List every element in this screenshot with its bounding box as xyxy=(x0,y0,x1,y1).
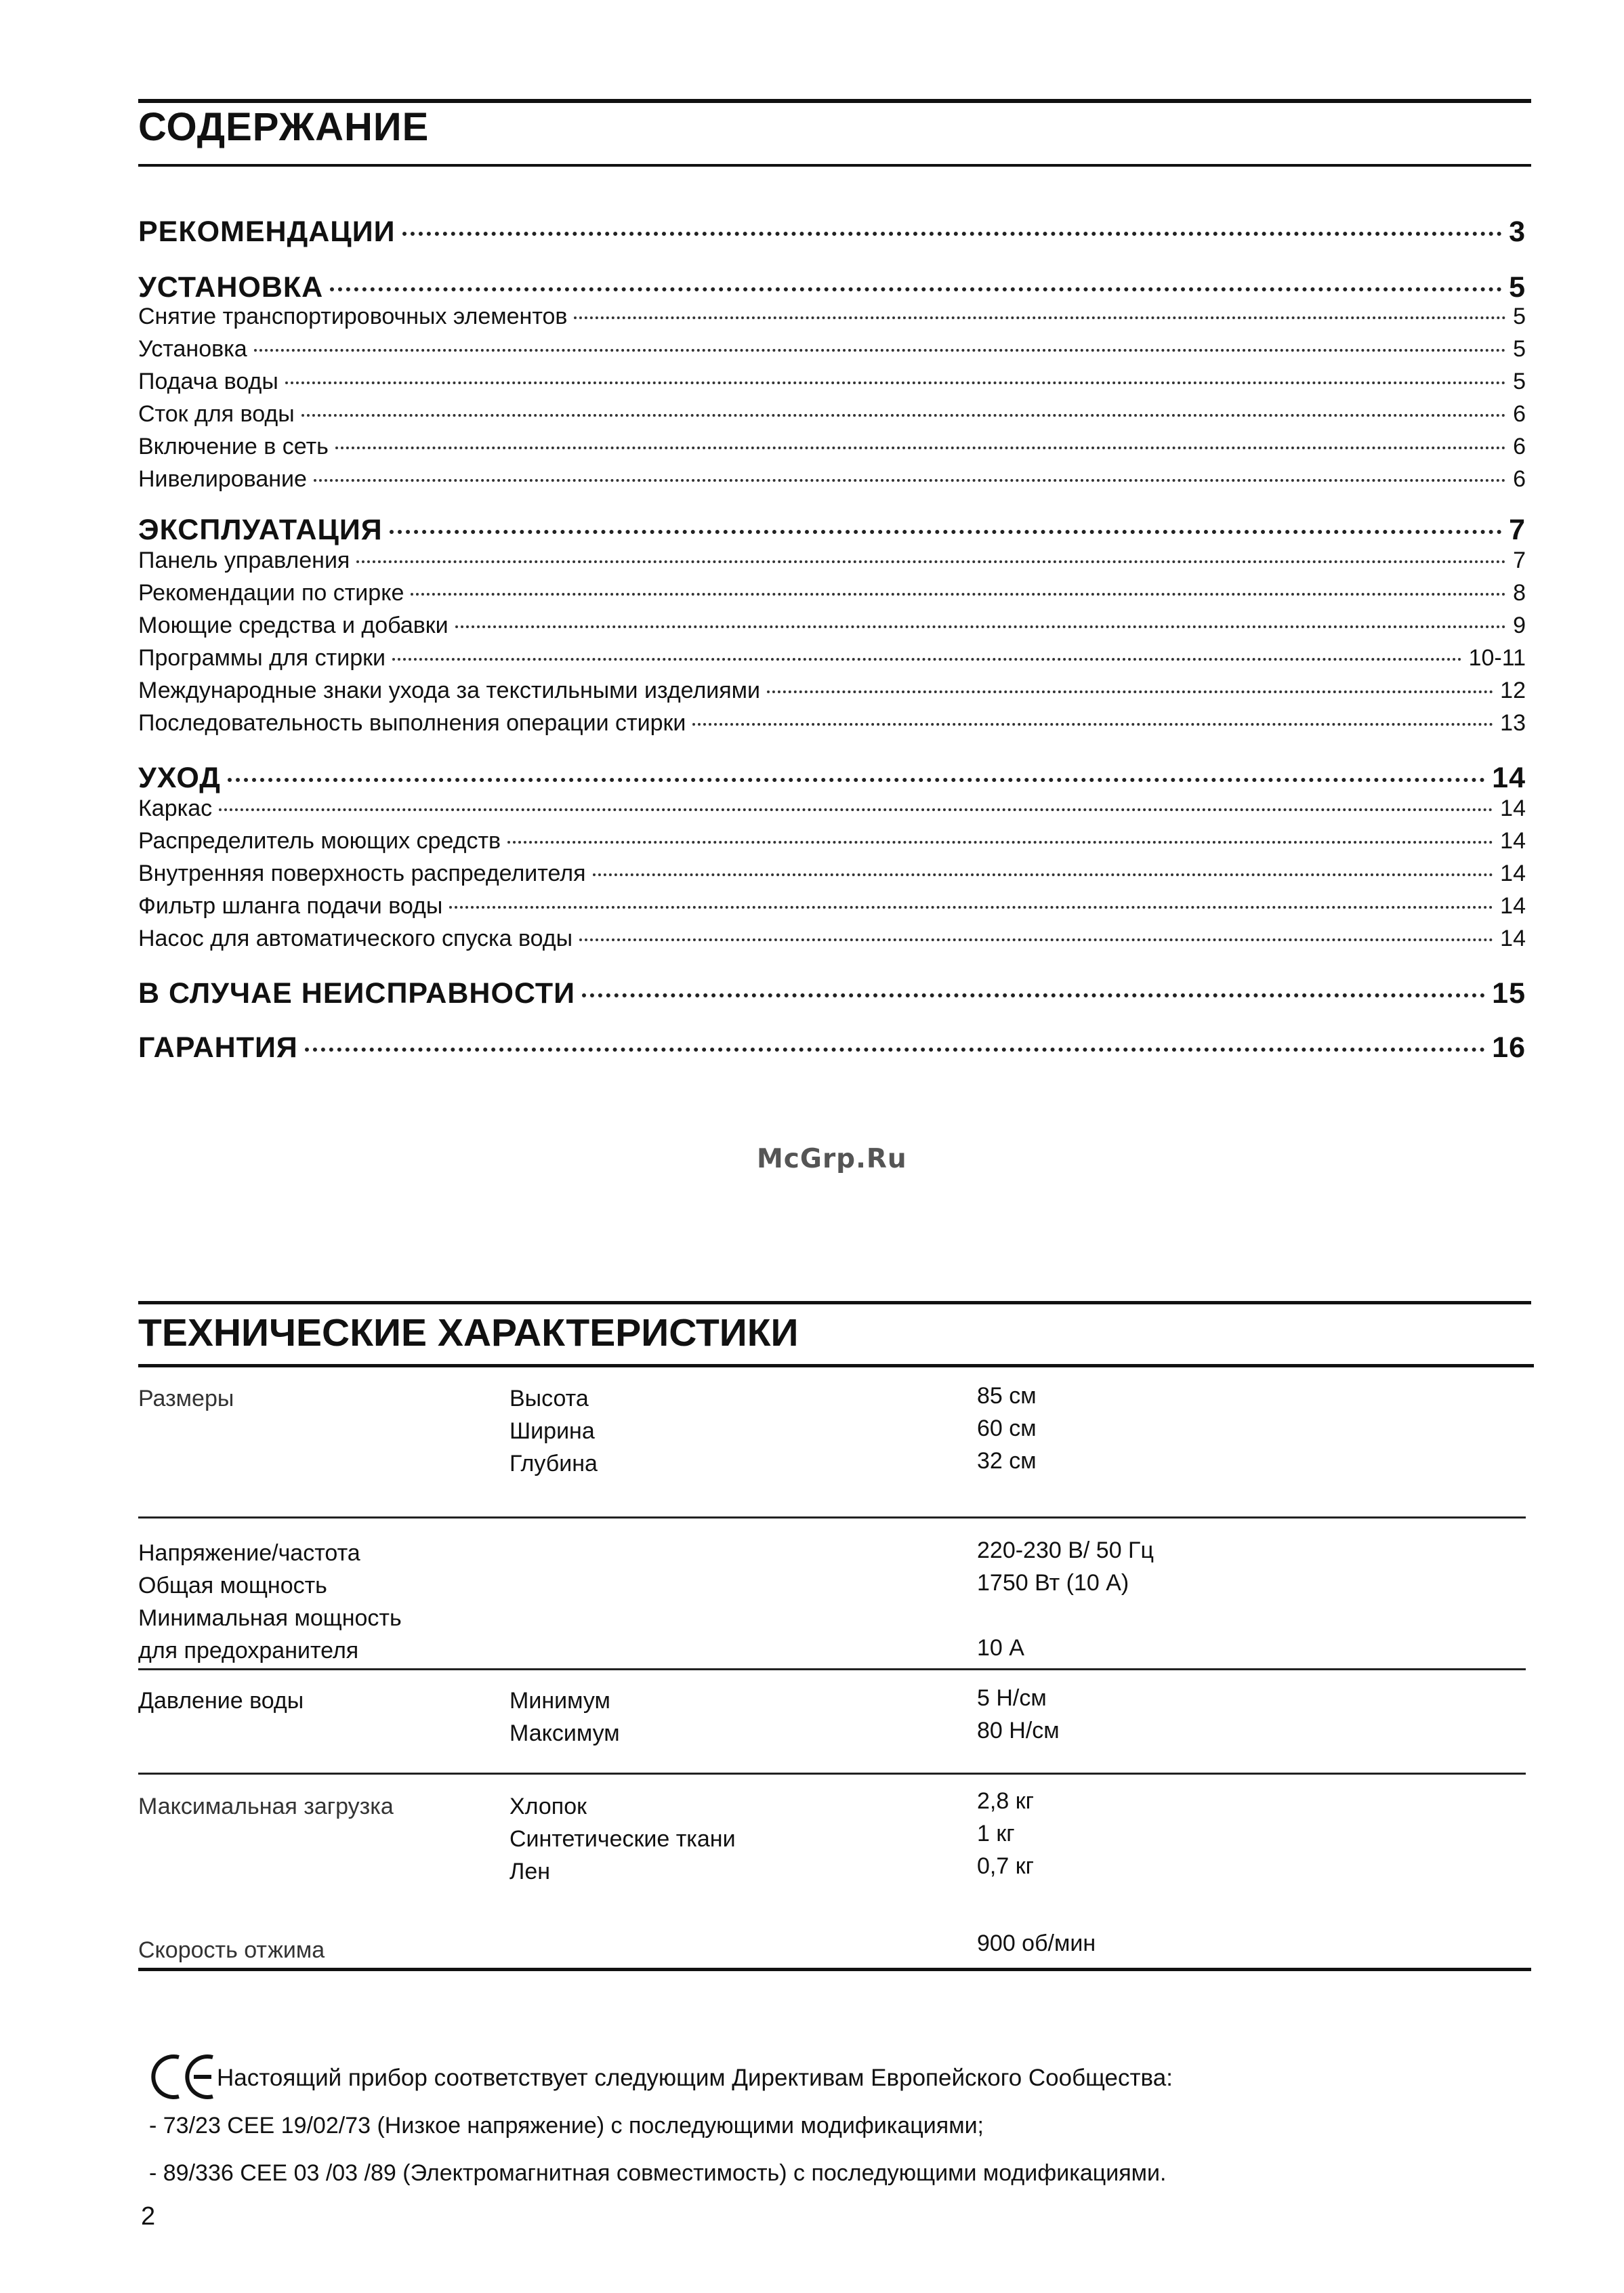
toc-item-page: 6 xyxy=(1513,466,1526,492)
toc-item[interactable] xyxy=(138,466,1526,499)
toc-leader xyxy=(330,287,1502,291)
toc-leader xyxy=(305,1048,1485,1052)
toc-item-label: Международные знаки ухода за текстильными изделиями xyxy=(138,678,761,703)
toc-item-label: Программы для стирки xyxy=(138,645,386,671)
toc-item[interactable] xyxy=(138,580,1526,613)
toc-leader xyxy=(314,479,1506,482)
toc-item-page: 7 xyxy=(1513,548,1526,573)
toc-item-label: Каркас xyxy=(138,796,213,821)
toc-leader xyxy=(574,316,1506,319)
spec-value: 60 см xyxy=(977,1416,1037,1441)
toc-item[interactable] xyxy=(138,710,1526,743)
spec-value: 80 Н/см xyxy=(977,1718,1060,1743)
contents-title-rule xyxy=(138,164,1531,167)
toc-item[interactable] xyxy=(138,926,1526,958)
specs-title-rule xyxy=(138,1364,1534,1367)
toc-leader xyxy=(285,381,1506,384)
toc-leader xyxy=(507,841,1493,844)
spec-value: 10 А xyxy=(977,1635,1024,1661)
toc-section-page: 15 xyxy=(1492,977,1526,1010)
toc-leader xyxy=(335,447,1506,449)
toc-section-page: 16 xyxy=(1492,1031,1526,1064)
toc-item[interactable] xyxy=(138,645,1526,678)
toc-item-page: 14 xyxy=(1500,796,1526,821)
toc-leader xyxy=(593,873,1494,876)
specs-bottom-rule xyxy=(138,1968,1531,1971)
toc-section-page: 7 xyxy=(1509,514,1526,546)
toc-item-label: Установка xyxy=(138,336,247,362)
spec-label: Размеры xyxy=(138,1386,234,1411)
toc-section-page: 5 xyxy=(1509,271,1526,304)
toc-leader xyxy=(449,906,1493,909)
contents-title: СОДЕРЖАНИЕ xyxy=(138,105,430,149)
toc-leader xyxy=(411,593,1506,596)
spec-value: 0,7 кг xyxy=(977,1853,1034,1879)
toc-item-label: Подача воды xyxy=(138,369,278,394)
directive-line: - 89/336 CEE 03 /03 /89 (Электромагнитная совместимость) с последующими модификациями. xyxy=(149,2160,1167,2186)
toc-leader xyxy=(582,993,1485,997)
toc-leader xyxy=(455,625,1506,628)
toc-item-page: 14 xyxy=(1500,926,1526,951)
spec-value: 1750 Вт (10 А) xyxy=(977,1570,1129,1596)
toc-item-label: Нивелирование xyxy=(138,466,307,492)
toc-item-page: 5 xyxy=(1513,336,1526,362)
toc-section[interactable] xyxy=(138,215,1526,248)
toc-item-page: 9 xyxy=(1513,613,1526,638)
page-number: 2 xyxy=(141,2202,156,2231)
toc-item[interactable] xyxy=(138,401,1526,434)
toc-item-page: 5 xyxy=(1513,369,1526,394)
spec-label: для предохранителя xyxy=(138,1638,359,1664)
table-of-contents xyxy=(138,215,1526,1065)
spec-param: Синтетические ткани xyxy=(509,1826,736,1852)
toc-leader xyxy=(228,778,1485,782)
toc-item[interactable] xyxy=(138,434,1526,466)
toc-item-page: 14 xyxy=(1500,861,1526,886)
toc-item-page: 14 xyxy=(1500,893,1526,919)
toc-item-page: 14 xyxy=(1500,828,1526,854)
specs-title: ТЕХНИЧЕСКИЕ ХАРАКТЕРИСТИКИ xyxy=(138,1311,799,1355)
toc-item-label: Панель управления xyxy=(138,548,350,573)
spec-label: Напряжение/частота xyxy=(138,1540,360,1566)
spec-value: 85 см xyxy=(977,1383,1037,1409)
spec-value: 220-230 В/ 50 Гц xyxy=(977,1537,1154,1563)
toc-item-label: Насос для автоматического спуска воды xyxy=(138,926,573,951)
toc-item-page: 12 xyxy=(1500,678,1526,703)
toc-item-page: 8 xyxy=(1513,580,1526,606)
directive-line: - 73/23 CEE 19/02/73 (Низкое напряжение) с последующими модификациями; xyxy=(149,2113,984,2139)
spec-separator xyxy=(138,1773,1526,1775)
toc-leader xyxy=(254,349,1506,352)
toc-item-label: Моющие средства и добавки xyxy=(138,613,449,638)
toc-section-title: УХОД xyxy=(138,762,221,794)
toc-item[interactable] xyxy=(138,796,1526,828)
toc-item-label: Сток для воды xyxy=(138,401,295,427)
toc-item-page: 13 xyxy=(1500,710,1526,736)
spec-param: Минимум xyxy=(509,1688,610,1714)
spec-param: Максимум xyxy=(509,1720,620,1746)
spec-param: Лен xyxy=(509,1859,550,1884)
toc-item-label: Включение в сеть xyxy=(138,434,329,459)
toc-item-page: 6 xyxy=(1513,401,1526,427)
spec-param: Ширина xyxy=(509,1418,595,1444)
toc-section-title: В СЛУЧАЕ НЕИСПРАВНОСТИ xyxy=(138,977,576,1010)
spec-value: 2,8 кг xyxy=(977,1788,1034,1814)
spec-label: Давление воды xyxy=(138,1688,304,1714)
toc-leader xyxy=(301,414,1506,417)
spec-value: 1 кг xyxy=(977,1821,1015,1846)
toc-leader xyxy=(356,560,1506,563)
toc-section-title: РЕКОМЕНДАЦИИ xyxy=(138,215,396,248)
toc-section-title: УСТАНОВКА xyxy=(138,271,324,304)
spec-separator xyxy=(138,1516,1526,1519)
spec-value xyxy=(977,1599,1154,1632)
toc-section-page: 3 xyxy=(1509,215,1526,248)
spec-label: Максимальная загрузка xyxy=(138,1794,394,1819)
ce-mark-icon xyxy=(146,2053,217,2101)
toc-leader xyxy=(219,808,1493,811)
toc-item[interactable] xyxy=(138,336,1526,369)
toc-leader xyxy=(692,723,1493,726)
toc-item-label: Фильтр шланга подачи воды xyxy=(138,893,443,919)
toc-section[interactable] xyxy=(138,271,1526,304)
toc-item[interactable] xyxy=(138,828,1526,861)
toc-section[interactable] xyxy=(138,514,1526,548)
toc-item-label: Распределитель моющих средств xyxy=(138,828,501,854)
toc-item[interactable] xyxy=(138,893,1526,926)
toc-item[interactable] xyxy=(138,613,1526,645)
spec-label: Скорость отжима xyxy=(138,1937,325,1963)
toc-leader xyxy=(579,938,1493,941)
toc-section-page: 14 xyxy=(1492,762,1526,794)
spec-param: Высота xyxy=(509,1386,589,1411)
toc-item[interactable] xyxy=(138,369,1526,401)
contents-top-rule xyxy=(138,99,1531,103)
toc-leader xyxy=(402,232,1503,236)
spec-value: 32 см xyxy=(977,1448,1037,1474)
spec-label: Общая мощность xyxy=(138,1573,327,1598)
toc-item[interactable] xyxy=(138,304,1526,336)
spec-value: 900 об/мин xyxy=(977,1930,1096,1956)
toc-item[interactable] xyxy=(138,678,1526,710)
spec-separator xyxy=(138,1668,1526,1670)
watermark: McGrp.Ru xyxy=(757,1144,907,1174)
spec-param: Хлопок xyxy=(509,1794,587,1819)
toc-item[interactable] xyxy=(138,548,1526,580)
toc-item-label: Рекомендации по стирке xyxy=(138,580,404,606)
toc-section[interactable] xyxy=(138,977,1526,1011)
spec-value: 5 Н/см xyxy=(977,1685,1047,1711)
compliance-text: Настоящий прибор соответствует следующим Директивам Европейского Сообщества: xyxy=(217,2065,1173,2091)
spec-label: Минимальная мощность xyxy=(138,1605,402,1631)
toc-item-label: Внутренняя поверхность распределителя xyxy=(138,861,586,886)
toc-section[interactable] xyxy=(138,762,1526,796)
toc-section-title: ГАРАНТИЯ xyxy=(138,1031,298,1064)
toc-leader xyxy=(767,690,1493,693)
toc-item-label: Снятие транспортировочных элементов xyxy=(138,304,568,329)
toc-section[interactable] xyxy=(138,1031,1526,1065)
toc-section-title: ЭКСПЛУАТАЦИЯ xyxy=(138,514,383,546)
toc-item-page: 6 xyxy=(1513,434,1526,459)
toc-item-label: Последовательность выполнения операции стирки xyxy=(138,710,686,736)
toc-leader xyxy=(392,658,1462,661)
specs-top-rule xyxy=(138,1301,1531,1304)
toc-item[interactable] xyxy=(138,861,1526,893)
toc-leader xyxy=(390,530,1502,534)
spec-param: Глубина xyxy=(509,1451,598,1476)
toc-item-page: 5 xyxy=(1513,304,1526,329)
toc-item-page: 10-11 xyxy=(1468,645,1526,671)
